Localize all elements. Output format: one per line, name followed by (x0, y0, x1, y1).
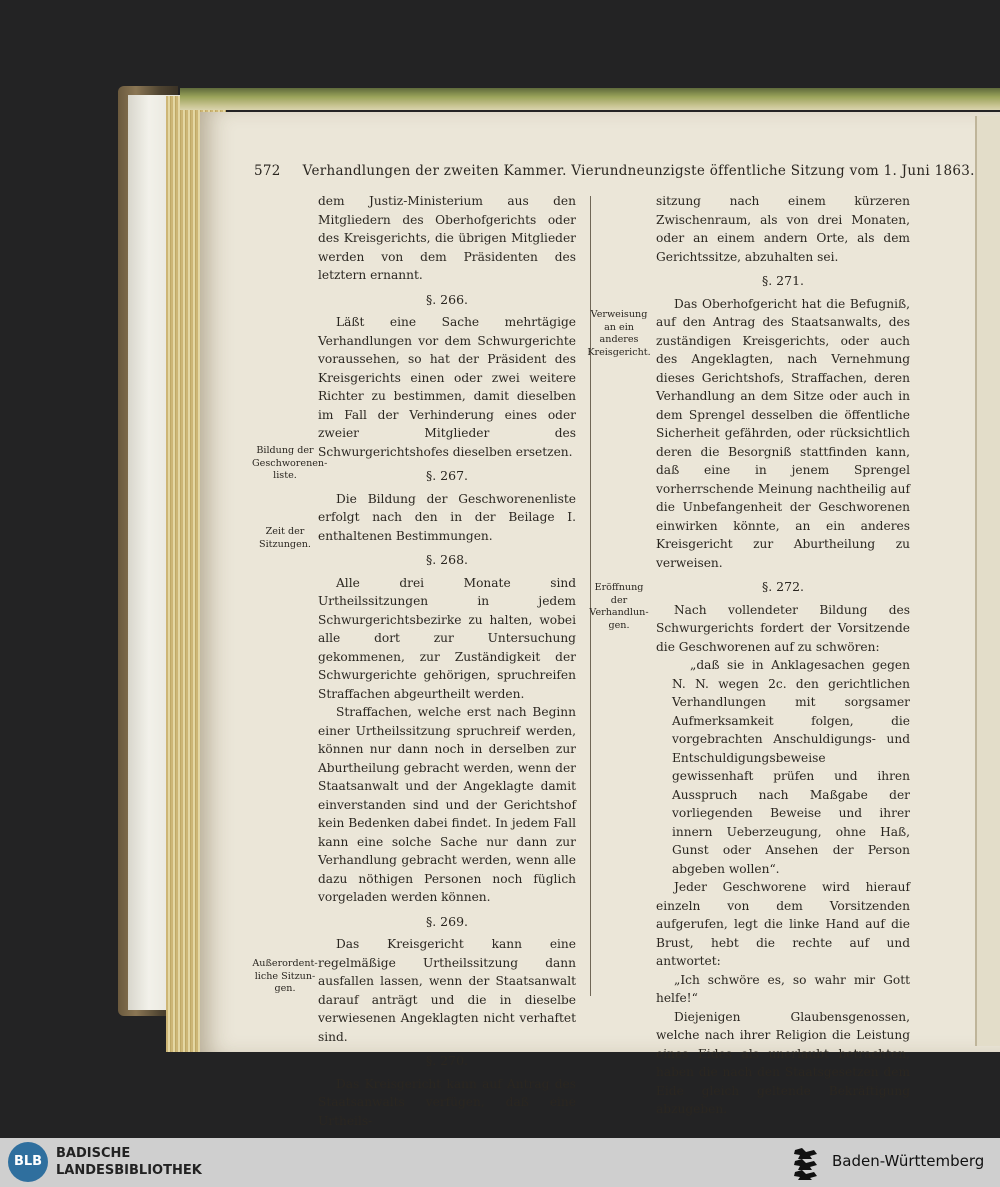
right-text-column (656, 192, 910, 1119)
running-title: Verhandlungen der zweiten Kammer. Vierundneunzigste öffentliche Sitzung vom 1. Juni 1863. (302, 163, 975, 179)
margin-note: Verweisung an ein anderes Kreisgericht. (587, 309, 651, 358)
library-name-line1: BADISCHE (56, 1146, 131, 1161)
left-text-column (318, 192, 576, 1130)
paragraph: Die Bildung der Geschworenenliste erfolgt nach den in der Beilage I. enthaltenen Bestimmungen. (318, 491, 576, 543)
paragraph: Das Oberhofgericht hat die Befugniß, auf den Antrag des Staatsanwalts, des zuständigen Kreisgerichts, oder auch des Angeklagten, nach Vernehmung dieses Gerichtshofs, Straffachen, deren Verhandlung an dem Sitze oder auch in dem Sprengel desselben die öffentliche Sicherheit gefährden, oder rücksichtlich deren die Besorgniß stattfinden kann, daß eine in jenem Sprengel vorherrschende Meinung nachtheilig auf die Unbefangenheit der Geschworenen einwirken könnte, an ein anderes Kreisgericht zur Aburtheilung zu verweisen. (656, 296, 910, 570)
paragraph: sitzung nach einem kürzeren Zwischenraum, als von drei Monaten, oder an einem andern Orte, als dem Gerichtssitze, abzuhalten sei. (656, 194, 910, 264)
page-number: 572 (254, 163, 281, 179)
margin-note: Zeit der Sitzungen. (259, 526, 311, 550)
lions-crest-icon[interactable] (792, 1146, 820, 1180)
paragraph: Das Kreisgericht kann eine regelmäßige Urtheilssitzung dann ausfallen lassen, wenn der Staatsanwalt darauf anträgt und die in dieselbe verwiesenen Angeklagten nicht verhaftet sind. (318, 937, 576, 1044)
library-name-line2: LANDESBIBLIOTHEK (56, 1163, 202, 1178)
running-header (254, 163, 975, 179)
margin-note: Bildung der Geschworenen-liste. (252, 445, 328, 481)
oath-quote: „daß sie in Anklagesachen gegen N. N. wegen 2c. den gerichtlichen Verhandlungen mit sorgsamer Aufmerksamkeit folgen, die vorgebrachten Anschuldigungs- und Entschuldigungsbeweise gewissenhaft prüfen und ihren Ausspruch nach Maßgabe der vorliegenden Beweise und ihrer innern Ueberzeugung, ohne Haß, Gunst oder Ansehen der Person abgeben wollen“. (672, 658, 910, 876)
paragraph: Alle drei Monate sind Urtheilssitzungen in jedem Schwurgerichtsbezirke zu halten, wobei alle dort zur Untersuchung gekommenen, zur Zuständigkeit der Schwurgerichte gehörigen, spruchreifen Straffachen abgeurtheilt werden. (318, 575, 576, 701)
library-name[interactable] (56, 1145, 202, 1179)
paragraph: „Ich schwöre es, so wahr mir Gott helfe!“ (656, 972, 910, 1005)
blb-logo[interactable]: BLB (8, 1142, 48, 1182)
paragraph: Das Kreisgericht kann auf Antrag des Staatsanwalts verfügen, daß eine Urtheils- (318, 1076, 576, 1128)
book-top-edge (180, 88, 1000, 110)
paragraph: dem Justiz-Ministerium aus den Mitgliedern des Oberhofgerichts oder des Kreisgerichts, die übrigen Mitglieder werden von dem Präsidenten des letztern ernannt. (318, 194, 576, 282)
paragraph: Straffachen, welche erst nach Beginn einer Urtheilssitzung spruchreif werden, können nur dann noch in derselben zur Aburtheilung gebracht werden, wenn der Staatsanwalt und der Angeklagte damit einverstanden sind und der Gerichtshof kein Bedenken dabei findet. In jedem Fall kann eine solche Sache nur dann zur Verhandlung gebracht werden, wenn alle dazu nöthigen Personen noch füglich vorgeladen werden können. (318, 705, 576, 904)
facing-page-edge (975, 116, 1000, 1046)
section-number: §. 270. (425, 1053, 469, 1068)
section-number: §. 271. (761, 273, 805, 288)
section-number: §. 268. (425, 552, 469, 567)
paragraph: Nach vollendeter Bildung des Schwurgerichts fordert der Vorsitzende die Geschworenen auf zu schwören: (656, 602, 910, 654)
paragraph: Diejenigen Glaubensgenossen, welche nach ihrer Religion die Leistung eines Eides als unerlaubt betrachten, haben die nach den Staatsgesetzen dem Eide gleich geltende Bekräftigung abzugeben. (656, 1009, 910, 1116)
state-name[interactable]: Baden-Württemberg (832, 1152, 985, 1170)
section-number: §. 267. (425, 468, 469, 483)
margin-note: Außerordent-liche Sitzun-gen. (252, 958, 318, 994)
section-number: §. 269. (425, 913, 469, 929)
paragraph: Jeder Geschworene wird hierauf einzeln von dem Vorsitzenden aufgerufen, legt die linke Hand auf die Brust, hebt die rechte auf und antwortet: (656, 880, 910, 968)
section-number: §. 266. (425, 291, 469, 307)
section-number: §. 272. (761, 579, 805, 594)
margin-note: Eröffnung der Verhandlun-gen. (589, 582, 649, 631)
paragraph: Läßt eine Sache mehrtägige Verhandlungen vor dem Schwurgerichte voraussehen, so hat der Präsident des Kreisgerichts einen oder zwei weitere Richter zu bestimmen, damit dieselben im Fall der Verhinderung eines oder zweier Mitglieder des Schwurgerichtshofes dieselben ersetzen. (318, 315, 576, 459)
